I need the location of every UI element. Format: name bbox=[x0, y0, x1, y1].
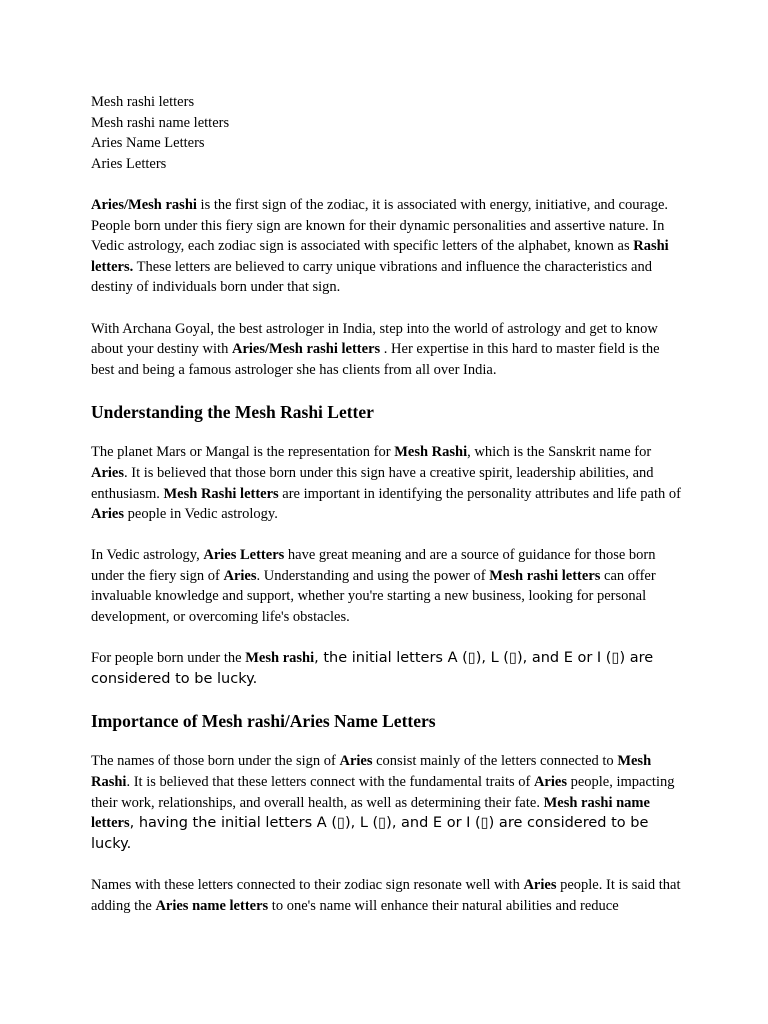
bold-term: Aries bbox=[223, 567, 257, 584]
text-run: . It is believed that these letters connect with the fundamental traits of bbox=[126, 774, 534, 791]
keyword-line: Mesh rashi letters bbox=[91, 94, 195, 110]
text-run: For people born under the bbox=[91, 650, 246, 667]
text-run: have great meaning and are a source of guidance for those born under the fiery sign of bbox=[91, 547, 656, 584]
bold-term: Mesh rashi name letters bbox=[91, 794, 650, 832]
text-run: are important in identifying the personality attributes and life path of bbox=[278, 485, 681, 502]
document-content bbox=[91, 92, 683, 916]
section-heading-importance: Importance of Mesh rashi/Aries Name Letters bbox=[91, 711, 436, 732]
text-run: people, impacting their work, relationships, and overall health, as well as determining their fate. bbox=[91, 774, 675, 811]
bold-term: Aries/Mesh rashi letters bbox=[231, 341, 381, 358]
text-run: The planet Mars or Mangal is the representation for bbox=[91, 444, 395, 461]
text-run: These letters are believed to carry unique vibrations and influence the characteristics and destiny of individuals born under that sign. bbox=[91, 258, 652, 296]
bold-term: Mesh Rashi bbox=[394, 444, 468, 461]
bold-term: Aries bbox=[533, 774, 567, 791]
bold-term: Aries bbox=[339, 753, 373, 770]
text-run: people in Vedic astrology. bbox=[124, 506, 278, 523]
bold-term: Mesh rashi letters bbox=[489, 567, 601, 584]
keyword-line: Mesh rashi name letters bbox=[91, 114, 230, 131]
text-run: Names with these letters connected to their zodiac sign resonate well with bbox=[91, 877, 524, 893]
understanding-paragraph-2 bbox=[91, 545, 683, 627]
astrologer-paragraph bbox=[91, 319, 683, 381]
intro-paragraph bbox=[91, 195, 683, 298]
bold-term: Mesh Rashi bbox=[91, 753, 652, 791]
importance-paragraph-2 bbox=[91, 875, 683, 916]
text-run: people. It is said that adding the bbox=[91, 877, 681, 914]
text-run: consist mainly of the letters connected to bbox=[372, 753, 618, 770]
keyword-line: Aries Letters bbox=[91, 155, 167, 172]
keyword-list bbox=[91, 92, 683, 174]
bold-term: Aries bbox=[523, 877, 557, 893]
text-run: , which is the Sanskrit name for bbox=[467, 444, 652, 461]
bold-term: Mesh Rashi letters bbox=[163, 485, 279, 502]
bold-term: Aries Letters bbox=[203, 547, 285, 564]
understanding-paragraph-1 bbox=[91, 442, 683, 524]
section-heading-understanding: Understanding the Mesh Rashi Letter bbox=[91, 402, 374, 423]
bold-term: Aries bbox=[91, 506, 125, 523]
text-run: , the initial letters A (▯), L (▯), and E or I (▯) are considered to be lucky. bbox=[91, 650, 654, 687]
importance-paragraph-1 bbox=[91, 751, 683, 854]
text-run: . Understanding and using the power of bbox=[256, 567, 490, 584]
text-run: In Vedic astrology, bbox=[91, 547, 204, 564]
bold-term: Aries bbox=[91, 464, 125, 481]
lucky-letters-paragraph bbox=[91, 648, 683, 689]
text-run: The names of those born under the sign of bbox=[91, 753, 340, 770]
text-run: can offer invaluable knowledge and support, whether you're starting a new business, looking for personal development, or overcoming life's obstacles. bbox=[91, 567, 656, 626]
bold-term: Rashi letters. bbox=[91, 238, 669, 275]
text-run: , having the initial letters A (▯), L (▯), and E or I (▯) are considered to be lucky. bbox=[91, 815, 649, 852]
text-run: . It is believed that those born under this sign have a creative spirit, leadership abilities, and enthusiasm. bbox=[91, 464, 654, 502]
bold-term: Mesh rashi bbox=[245, 650, 315, 667]
text-run: is the first sign of the zodiac, it is associated with energy, initiative, and courage. People born under this fiery sign are known for their dynamic personalities and assertive nature. In Vedic astrology, each zodiac sign is associated with specific letters of the alphabet, known as bbox=[91, 196, 669, 255]
bold-term: Aries/Mesh rashi bbox=[91, 196, 197, 213]
bold-term: Aries name letters bbox=[155, 897, 269, 914]
text-run: to one's name will enhance their natural abilities and reduce bbox=[268, 897, 619, 914]
text-run: With Archana Goyal, the best astrologer in India, step into the world of astrology and get to know about your destiny with bbox=[91, 320, 658, 358]
keyword-line: Aries Name Letters bbox=[91, 135, 205, 152]
text-run: . Her expertise in this hard to master field is the best and being a famous astrologer she has clients from all over India. bbox=[91, 341, 660, 378]
